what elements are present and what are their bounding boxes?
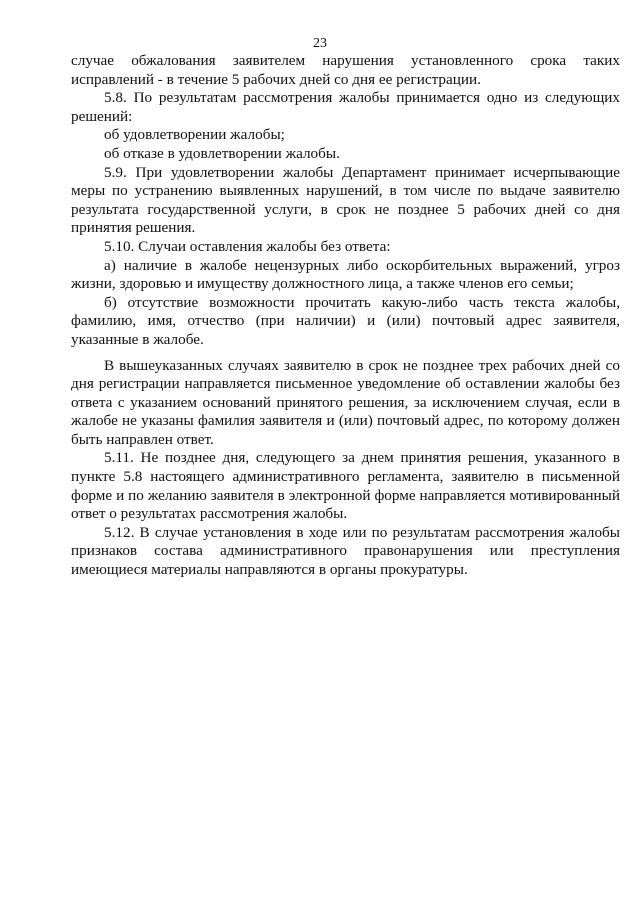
paragraph-5-12: 5.12. В случае установления в ходе или по результатам рассмотрения жалобы признаков состава административного правонарушения или преступления имеющиеся материалы направляются в органы прокуратуры.	[71, 523, 620, 579]
paragraph-5-11: 5.11. Не позднее дня, следующего за днем принятия решения, указанного в пункте 5.8 настоящего административного регламента, заявителю в письменной форме и по желанию заявителя в электронной форме направляется мотивированный ответ о результатах рассмотрения жалобы.	[71, 449, 620, 523]
paragraph-5-10: 5.10. Случаи оставления жалобы без ответа:	[104, 237, 391, 255]
paragraph-continuation: случае обжалования заявителем нарушения установленного срока таких исправлений - в течение 5 рабочих дней со дня ее регистрации.	[71, 52, 620, 88]
paragraph-5-10-b: б) отсутствие возможности прочитать какую-либо часть текста жалобы, фамилию, имя, отчество (при наличии) и (или) почтовый адрес заявителя, указанные в жалобе.	[71, 293, 620, 348]
decision-option-refuse: об отказе в удовлетворении жалобы.	[104, 144, 340, 162]
paragraph-5-10-a: а) наличие в жалобе нецензурных либо оскорбительных выражений, угроз жизни, здоровью и имуществу должностного лица, а также членов его семьи;	[71, 256, 620, 293]
document-body	[71, 52, 620, 580]
paragraph-notification: В вышеуказанных случаях заявителю в срок не позднее трех рабочих дней со дня регистрации направляется письменное уведомление об оставлении жалобы без ответа с указанием оснований принятого решения, за исключением случая, если в жалобе не указаны фамилия заявителя и (или) почтовый адрес, по которому должен быть направлен ответ.	[71, 356, 620, 448]
page-number: 23	[313, 36, 327, 51]
decision-option-satisfy: об удовлетворении жалобы;	[104, 126, 285, 144]
paragraph-5-8: 5.8. По результатам рассмотрения жалобы принимается одно из следующих решений:	[71, 89, 620, 125]
paragraph-5-9: 5.9. При удовлетворении жалобы Департамент принимает исчерпывающие меры по устранению выявленных нарушений, в том числе по выдаче заявителю результата государственной услуги, в срок не позднее 5 рабочих дней со дня принятия решения.	[71, 163, 620, 237]
